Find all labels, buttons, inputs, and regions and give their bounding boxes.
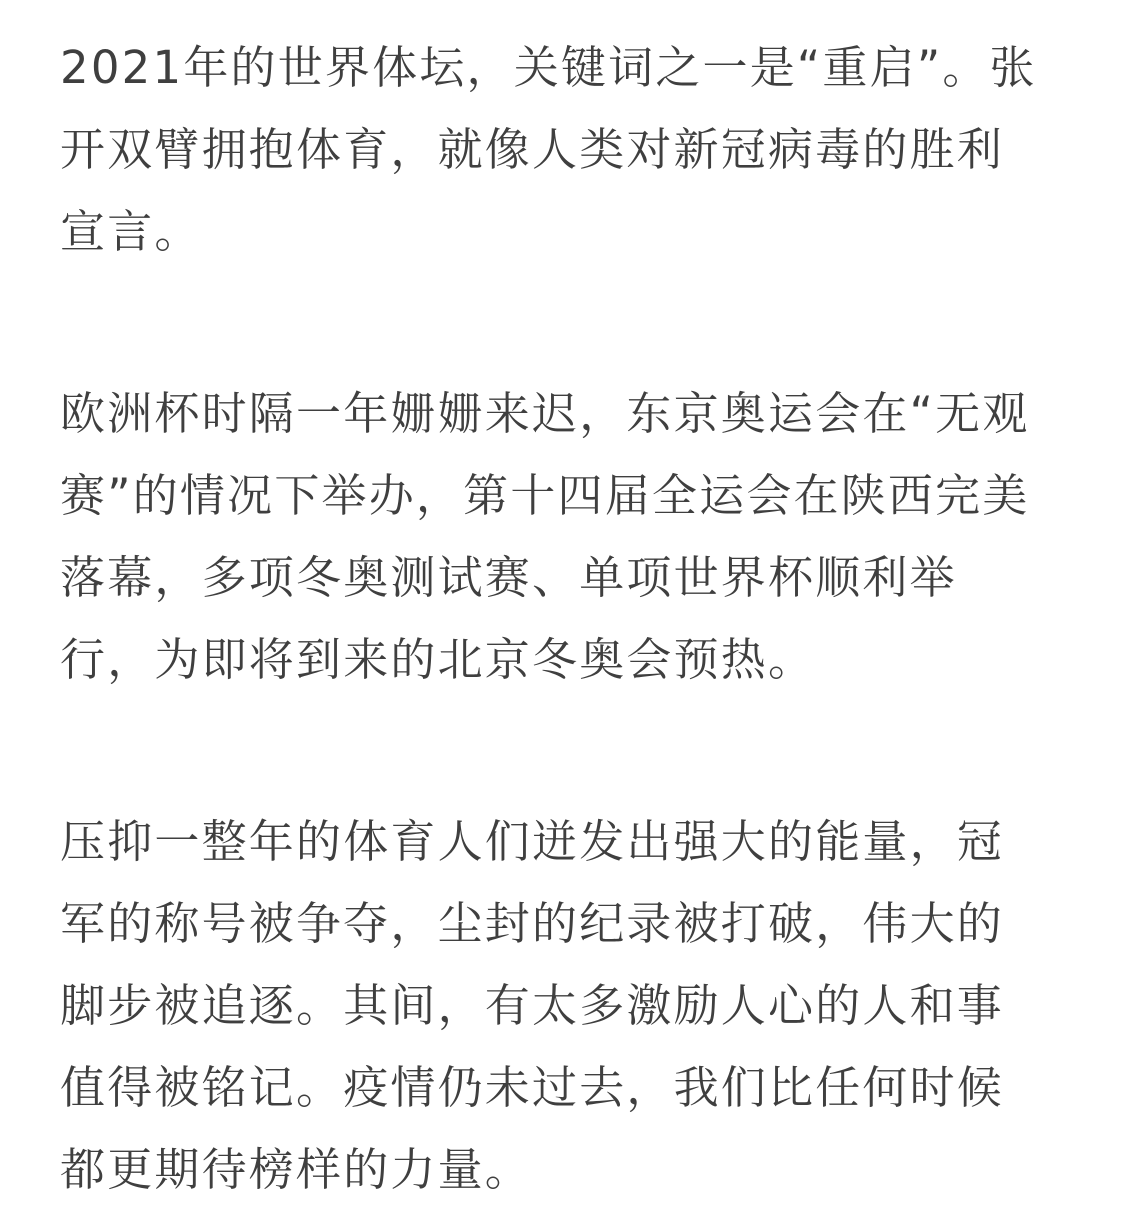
paragraph-line: 赛”的情况下举办，第十四届全运会在陕西完美	[60, 469, 1030, 522]
article-body	[60, 0, 1070, 1211]
paragraph-line: 欧洲杯时隔一年姗姗来迟，东京奥运会在“无观	[60, 387, 1030, 440]
paragraph-2	[60, 373, 1070, 701]
paragraph-line: 开双臂拥抱体育，就像人类对新冠病毒的胜利	[60, 123, 1005, 176]
paragraph-line: 值得被铭记。疫情仍未过去，我们比任何时候	[60, 1061, 1005, 1114]
paragraph-line: 压抑一整年的体育人们迸发出强大的能量，冠	[60, 815, 1005, 868]
paragraph-line: 2021年的世界体坛，关键词之一是“重启”。张	[60, 41, 1037, 94]
paragraph-line: 落幕，多项冬奥测试赛、单项世界杯顺利举	[60, 551, 957, 604]
paragraph-3	[60, 801, 1070, 1211]
paragraph-1	[60, 0, 1070, 273]
paragraph-line: 宣言。	[60, 205, 202, 258]
paragraph-line: 脚步被追逐。其间，有太多激励人心的人和事	[60, 979, 1005, 1032]
paragraph-spacer	[60, 701, 1070, 801]
paragraph-spacer	[60, 273, 1070, 373]
paragraph-line: 都更期待榜样的力量。	[60, 1143, 533, 1196]
paragraph-line: 军的称号被争夺，尘封的纪录被打破，伟大的	[60, 897, 1005, 950]
paragraph-line: 行，为即将到来的北京冬奥会预热。	[60, 633, 816, 686]
